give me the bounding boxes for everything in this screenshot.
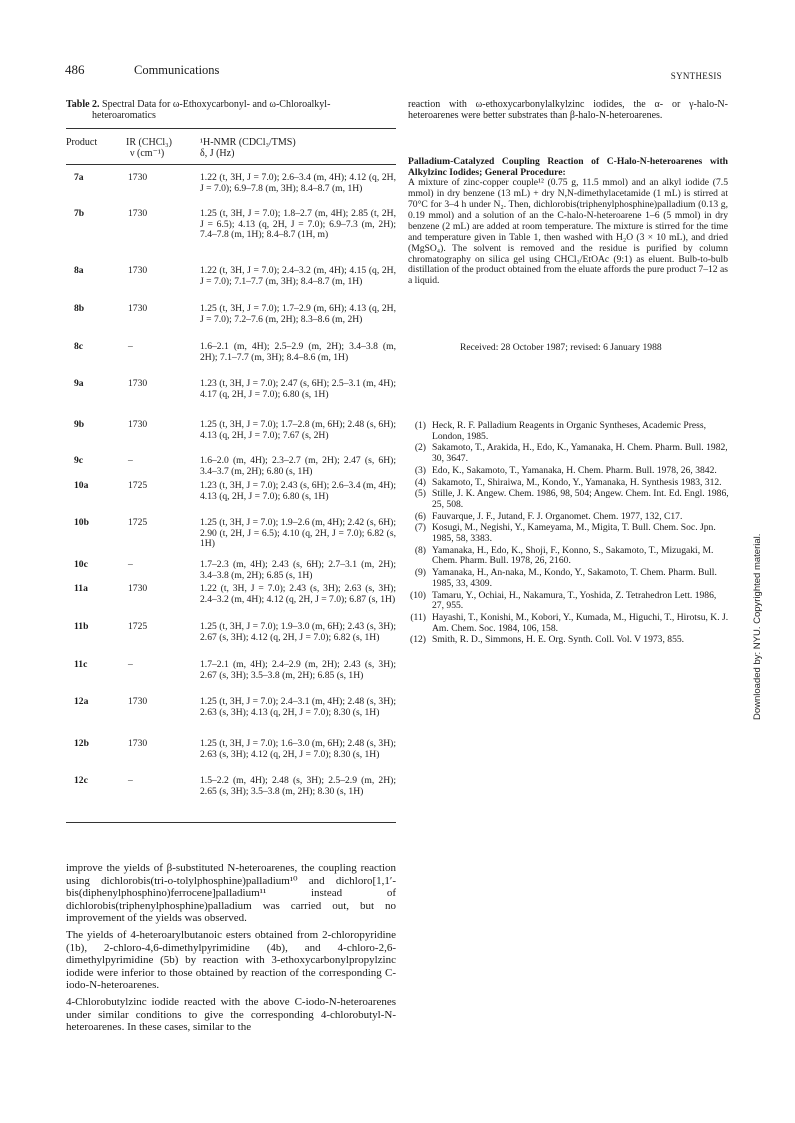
reference-number: (2) (414, 442, 426, 454)
nmr-cell: 1.25 (t, 3H, J = 7.0); 1.6–3.0 (m, 6H); 2.48 (s, 3H); 2.63 (s, 3H); 4.12 (q, 2H, J = 7.0); 8.30 (s, 1H) (200, 738, 396, 760)
reference-text: Tamaru, Y., Ochiai, H., Nakamura, T., Yoshida, Z. Tetrahedron Lett. 1986, 27, 955. (432, 589, 717, 612)
nmr-cell: 1.25 (t, 3H, J = 7.0); 1.8–2.7 (m, 4H); 2.85 (t, 2H, J = 6.5); 4.13 (q, 2H, J = 7.0); 6.9–7.3 (m, 2H); 7.4–7.8 (m, 1H); 8.4–8.7 (1H, m) (200, 208, 396, 241)
reference-item (402, 613, 730, 634)
reference-text: Sakamoto, T., Arakida, H., Edo, K., Yamanaka, H. Chem. Pharm. Bull. 1982, 30, 3647. (432, 442, 728, 465)
product-cell: 11b (74, 621, 89, 632)
product-cell: 9b (74, 419, 85, 430)
reference-item (402, 568, 730, 589)
body-text (66, 862, 396, 1038)
ir-cell: – (128, 341, 133, 352)
nmr-cell: 1.23 (t, 3H, J = 7.0); 2.47 (s, 6H); 2.5–3.1 (m, 4H); 4.17 (q, 2H, J = 7.0); 6.80 (s, 1H) (200, 378, 396, 400)
ir-cell: 1730 (128, 172, 148, 183)
reference-text: Kosugi, M., Negishi, Y., Kameyama, M., Migita, T. Bull. Chem. Soc. Jpn. 1985, 58, 3383. (432, 522, 716, 545)
body-paragraph: The yields of 4-heteroarylbutanoic esters obtained from 2-chloropyridine (1b), 2-chloro-4,6-dimethylpyrimidine (4b), and 4-chloro-2,6-dimethylpyrimidine (5b) by reaction with 3-ethoxycarbonylpropylzinc iodide were inferior to those obtained by reaction of the corresponding C-iodo-N-heteroarenes. (66, 928, 396, 992)
column-header-nmr (200, 137, 296, 159)
column-header-product: Product (66, 137, 98, 148)
reference-number: (3) (414, 464, 426, 476)
ir-cell: 1730 (128, 208, 148, 219)
reference-item (402, 635, 730, 646)
product-cell: 8b (74, 303, 85, 314)
table-caption (66, 99, 396, 121)
nmr-cell: 1.22 (t, 3H, J = 7.0); 2.43 (s, 3H); 2.63 (s, 3H); 2.4–3.2 (m, 4H); 4.12 (q, 2H, J = 7.0); 6.87 (s, 1H) (200, 583, 396, 605)
reference-text: Smith, R. D., Simmons, H. E. Org. Synth. Coll. Vol. V 1973, 855. (432, 634, 685, 646)
ir-header-line1: IR (CHCl₃) (126, 137, 172, 148)
ir-cell: 1730 (128, 419, 148, 430)
column-header-ir (126, 137, 172, 159)
reference-list (402, 421, 730, 647)
received-dates: Received: 28 October 1987; revised: 6 January 1988 (460, 342, 662, 353)
reference-item (402, 546, 730, 567)
ir-cell: 1725 (128, 480, 148, 491)
reference-text: Fauvarque, J. F., Jutand, F. J. Organomet. Chem. 1977, 132, C17. (432, 510, 683, 522)
product-cell: 12b (74, 738, 89, 749)
ir-cell: 1730 (128, 378, 148, 389)
product-cell: 10a (74, 480, 89, 491)
product-cell: 10c (74, 559, 88, 570)
ir-cell: 1730 (128, 583, 148, 594)
nmr-cell: 1.6–2.0 (m, 4H); 2.3–2.7 (m, 2H); 2.47 (s, 6H); 3.4–3.7 (m, 2H); 6.80 (s, 1H) (200, 455, 396, 477)
nmr-cell: 1.25 (t, 3H, J = 7.0); 1.9–2.6 (m, 4H); 2.42 (s, 6H); 2.90 (t, 2H, J = 6.5); 4.10 (q, 2H, J = 7.0); 6.82 (s, 1H) (200, 517, 396, 550)
reference-item (402, 421, 730, 442)
reference-number: (10) (410, 589, 426, 601)
ir-cell: – (128, 659, 133, 670)
product-cell: 8a (74, 265, 84, 276)
product-cell: 9a (74, 378, 84, 389)
product-cell: 12c (74, 775, 88, 786)
ir-header-line2: ν (cm⁻¹) (130, 148, 165, 159)
reference-text: Sakamoto, T., Shiraiwa, M., Kondo, Y., Yamanaka, H. Synthesis 1983, 312. (432, 476, 722, 488)
reference-number: (4) (414, 476, 426, 488)
ir-cell: 1730 (128, 738, 148, 749)
nmr-cell: 1.6–2.1 (m, 4H); 2.5–2.9 (m, 2H); 3.4–3.8 (m, 2H); 7.1–7.7 (m, 3H); 8.4–8.6 (m, 1H) (200, 341, 396, 363)
ir-cell: 1730 (128, 303, 148, 314)
reference-text: Yamanaka, H., An-naka, M., Kondo, Y., Sakamoto, T. Chem. Pharm. Bull. 1985, 33, 4309. (432, 567, 717, 589)
table-caption-text2: heteroaromatics (92, 110, 156, 121)
reference-number: (12) (410, 634, 426, 646)
nmr-cell: 1.25 (t, 3H, J = 7.0); 1.7–2.8 (m, 6H); 2.48 (s, 6H); 4.13 (q, 2H, J = 7.0); 7.67 (s, 2H) (200, 419, 396, 441)
ir-cell: 1725 (128, 621, 148, 632)
ir-cell: 1730 (128, 265, 148, 276)
reference-text: Heck, R. F. Palladium Reagents in Organic Syntheses, Academic Press, London, 1985. (432, 420, 707, 442)
page-number: 486 (65, 62, 85, 77)
product-cell: 12a (74, 696, 89, 707)
reference-number: (6) (414, 510, 426, 522)
procedure-title: Palladium-Catalyzed Coupling Reaction of C-Halo-N-heteroarenes with Alkylzinc Iodides; General Procedure: (408, 156, 728, 178)
reference-number: (8) (414, 544, 426, 556)
reference-item (402, 523, 730, 544)
product-cell: 11c (74, 659, 88, 670)
ir-cell: – (128, 775, 133, 786)
table-bottom-rule (66, 822, 396, 823)
reference-item (402, 489, 730, 510)
product-cell: 7a (74, 172, 84, 183)
reference-item (402, 512, 730, 523)
ir-cell: – (128, 559, 133, 570)
section-title: Communications (134, 63, 220, 77)
nmr-cell: 1.22 (t, 3H, J = 7.0); 2.4–3.2 (m, 4H); 4.15 (q, 2H, J = 7.0); 7.1–7.7 (m, 3H); 8.4–8.7 (m, 1H) (200, 265, 396, 287)
product-cell: 8c (74, 341, 84, 352)
product-cell: 7b (74, 208, 85, 219)
download-watermark: Downloaded by: NYU. Copyrighted material. (752, 533, 763, 720)
nmr-cell: 1.23 (t, 3H, J = 7.0); 2.43 (s, 6H); 2.6–3.4 (m, 4H); 4.13 (q, 2H, J = 7.0); 6.80 (s, 1H) (200, 480, 396, 502)
nmr-cell: 1.25 (t, 3H, J = 7.0); 1.9–3.0 (m, 6H); 2.43 (s, 3H); 2.67 (s, 3H); 4.12 (q, 2H, J = 7.0); 6.82 (s, 1H) (200, 621, 396, 643)
ir-cell: 1725 (128, 517, 148, 528)
nmr-cell: 1.7–2.1 (m, 4H); 2.4–2.9 (m, 2H); 2.43 (s, 3H); 2.67 (s, 3H); 3.5–3.8 (m, 2H); 6.85 (s, 1H) (200, 659, 396, 681)
table-top-rule (66, 128, 396, 129)
table-caption-label: Table 2. (66, 99, 100, 110)
product-cell: 9c (74, 455, 84, 466)
reference-item (402, 591, 730, 612)
body-paragraph: improve the yields of β-substituted N-heteroarenes, the coupling reaction using dichlorobis(tri-o-tolylphosphine)palladium¹⁰ and dichloro[1,1′-bis(diphenylphosphino)ferrocene]palladium¹¹ instead of dichlorobis(triphenylphosphine)palladium was carried out, but no improvement of the yields was observed. (66, 862, 396, 925)
reference-text: Yamanaka, H., Edo, K., Shoji, F., Konno, S., Sakamoto, T., Mizugaki, M. Chem. Pharm. Bull. 1978, 26, 2160. (432, 544, 714, 567)
intro-paragraph: reaction with ω-ethoxycarbonylalkylzinc iodides, the α- or γ-halo-N-heteroarenes were better substrates than β-halo-N-heteroarenes. (408, 99, 728, 122)
table-header-rule (66, 164, 396, 165)
nmr-header-line2: δ, J (Hz) (200, 148, 235, 159)
reference-number: (11) (410, 611, 426, 623)
nmr-cell: 1.7–2.3 (m, 4H); 2.43 (s, 6H); 2.7–3.1 (m, 2H); 3.4–3.8 (m, 2H); 6.85 (s, 1H) (200, 559, 396, 581)
ir-cell: – (128, 455, 133, 466)
reference-number: (1) (414, 420, 426, 431)
reference-text: Hayashi, T., Konishi, M., Kobori, Y., Kumada, M., Higuchi, T., Hirotsu, K. J. Am. Chem. Soc. 1984, 106, 158. (432, 611, 729, 634)
reference-number: (7) (414, 522, 426, 534)
journal-name: SYNTHESIS (670, 71, 722, 81)
nmr-cell: 1.5–2.2 (m, 4H); 2.48 (s, 3H); 2.5–2.9 (m, 2H); 2.65 (s, 3H); 3.5–3.8 (m, 2H); 8.30 (s, 1H) (200, 775, 396, 797)
nmr-header-line1: ¹H-NMR (CDCl₃/TMS) (200, 137, 296, 148)
procedure-body: A mixture of zinc-copper couple¹² (0.75 g, 11.5 mmol) and an alkyl iodide (7.5 mmol) in dry benzene (13 mL) + dry N,N-dimethylacetamide (1 mL) is stirred at 70°C for 3–4 h under N₂. Then, dichlorobis(triphenylphosphine)palladium (0.13 g, 0.19 mmol) and a solution of an the C-halo-N-heteroarene 1–6 (5 mmol) in dry benzene (2 mL) are added at room temperature. The mixture is stirred for the time and temperature given in Table 1, then washed with H₂O (3 × 10 mL), and dried (MgSO₄). The solvent is removed and the residue is purified by column chromatography on silica gel using CHCl₃/EtOAc (9:1) as eluent. Bulb-to-bulb distillation of the product obtained from the eluate affords the pure product 7–12 as a liquid. (408, 177, 728, 287)
reference-text: Edo, K., Sakamoto, T., Yamanaka, H. Chem. Pharm. Bull. 1978, 26, 3842. (432, 464, 717, 476)
body-paragraph: 4-Chlorobutylzinc iodide reacted with the above C-iodo-N-heteroarenes under similar conditions to give the corresponding 4-chlorobutyl-N-heteroarenes. In these cases, similar to the (66, 995, 396, 1034)
reference-item (402, 478, 730, 489)
procedure-section (408, 157, 728, 287)
reference-item (402, 466, 730, 477)
table-caption-text: Spectral Data for ω-Ethoxycarbonyl- and ω-Chloroalkyl- (102, 99, 331, 110)
product-cell: 10b (74, 517, 89, 528)
reference-number: (5) (414, 488, 426, 500)
reference-number: (9) (414, 567, 426, 579)
nmr-cell: 1.25 (t, 3H, J = 7.0); 1.7–2.9 (m, 6H); 4.13 (q, 2H, J = 7.0); 7.2–7.6 (m, 2H); 8.3–8.6 (m, 2H) (200, 303, 396, 325)
nmr-cell: 1.22 (t, 3H, J = 7.0); 2.6–3.4 (m, 4H); 4.12 (q, 2H, J = 7.0); 6.9–7.8 (m, 3H); 8.4–8.7 (m, 1H) (200, 172, 396, 194)
reference-item (402, 443, 730, 464)
nmr-cell: 1.25 (t, 3H, J = 7.0); 2.4–3.1 (m, 4H); 2.48 (s, 3H); 2.63 (s, 3H); 4.13 (q, 2H, J = 7.0); 8.30 (s, 1H) (200, 696, 396, 718)
product-cell: 11a (74, 583, 88, 594)
ir-cell: 1730 (128, 696, 148, 707)
reference-text: Stille, J. K. Angew. Chem. 1986, 98, 504; Angew. Chem. Int. Ed. Engl. 1986, 25, 508. (432, 488, 729, 510)
